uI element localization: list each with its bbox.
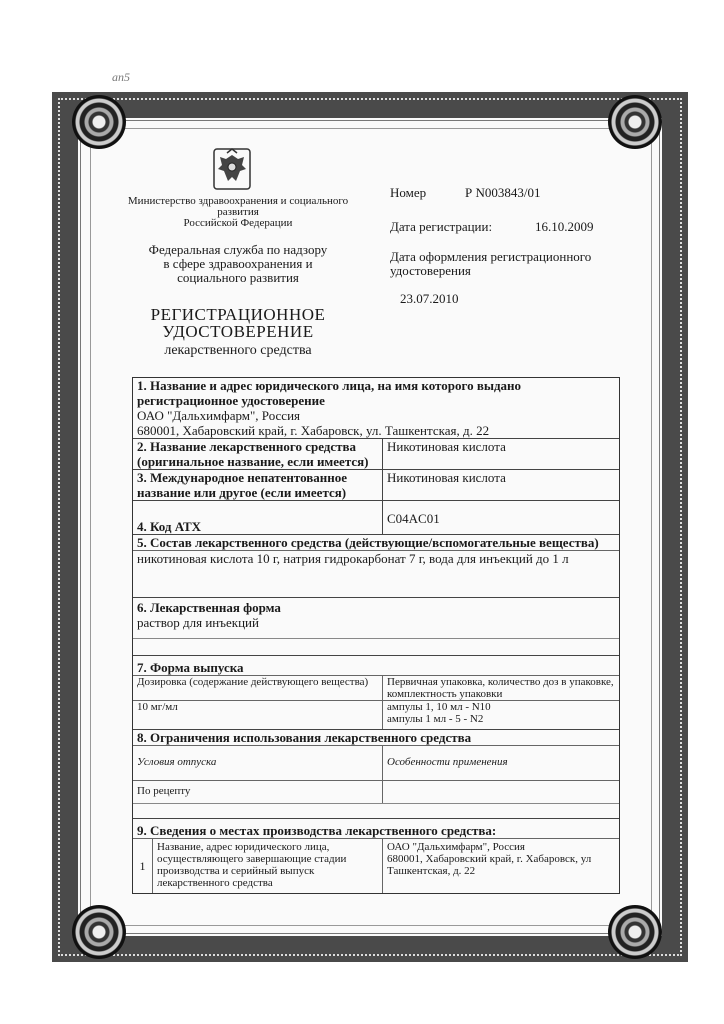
number-label: Номер: [390, 185, 427, 200]
issuer-block: [110, 196, 366, 359]
section-9: 9. Сведения о местах производства лекарственного средства: 1 Название, адрес юридического лица, осуществляющего завершающие стадии производства и серийный выпуск лекарственного средства ОАО "Дальхимфарм", Россия 680001, Хабаровский край, г. Хабаровск, ул Ташкентская, д. 22: [133, 823, 619, 893]
corner-rosette-icon: [72, 905, 126, 959]
section-5: 5. Состав лекарственного средства (действующие/вспомогательные вещества) никотиновая кислота 10 г, натрия гидрокарбонат 7 г, вода для инъекций до 1 л: [133, 535, 619, 598]
service-name: Федеральная служба по надзору в сфере здравоохранения и социального развития: [148, 242, 328, 285]
dosage-form-value: раствор для инъекций: [137, 615, 259, 630]
certificate-table: [132, 377, 620, 894]
inn-value: Никотиновая кислота: [387, 470, 506, 485]
section-8: 8. Ограничения использования лекарственного средства Условия отпуска Особенности применения По рецепту: [133, 730, 619, 819]
dispensing-value: По рецепту: [133, 781, 383, 803]
drug-name-value: Никотиновая кислота: [387, 439, 506, 454]
section-4: 4. Код АТХ C04AC01: [133, 501, 619, 535]
corner-rosette-icon: [608, 95, 662, 149]
composition-value: никотиновая кислота 10 г, натрия гидрокарбонат 7 г, вода для инъекций до 1 л: [137, 551, 569, 566]
section-7: 7. Форма выпуска Дозировка (содержание действующего вещества) Первичная упаковка, количество доз в упаковке, комплектность упаковки 10 мг/мл ампулы 1, 10 мл - N10 ампулы 1 мл - 5 - N2: [133, 660, 619, 730]
handwritten-note: ап5: [112, 70, 130, 84]
issue-date-value: 23.07.2010: [400, 291, 459, 306]
section-6: 6. Лекарственная форма раствор для инъекций: [133, 600, 619, 656]
section-2: 2. Название лекарственного средства (оригинальное название, если имеется) Никотиновая кислота: [133, 439, 619, 470]
document-subtitle: лекарственного средства: [164, 343, 312, 358]
russian-coat-of-arms-icon: [212, 147, 252, 191]
ministry-name: Министерство здравоохранения и социального развития Российской Федерации: [127, 195, 349, 229]
section-1: 1. Название и адрес юридического лица, на имя которого выдано регистрационное удостоверение ОАО "Дальхимфарм", Россия 680001, Хабаровский край, г. Хабаровск, ул. Ташкентская, д. 22: [133, 378, 619, 439]
number-row: [390, 185, 541, 200]
document-title: РЕГИСТРАЦИОННОЕ УДОСТОВЕРЕНИЕ: [150, 305, 326, 341]
number-value: Р N003843/01: [465, 185, 541, 200]
atc-code-value: C04AC01: [387, 511, 440, 526]
reg-date-label: Дата регистрации:: [390, 219, 493, 234]
reg-date-value: 16.10.2009: [535, 219, 594, 234]
dose-value: 10 мг/мл: [133, 701, 383, 729]
corner-rosette-icon: [608, 905, 662, 959]
issue-date-label: Дата оформления регистрационного удостоверения: [390, 249, 592, 278]
reg-date-row: [390, 219, 594, 234]
corner-rosette-icon: [72, 95, 126, 149]
section-3: 3. Международное непатентованное название или другое (если имеется) Никотиновая кислота: [133, 470, 619, 501]
